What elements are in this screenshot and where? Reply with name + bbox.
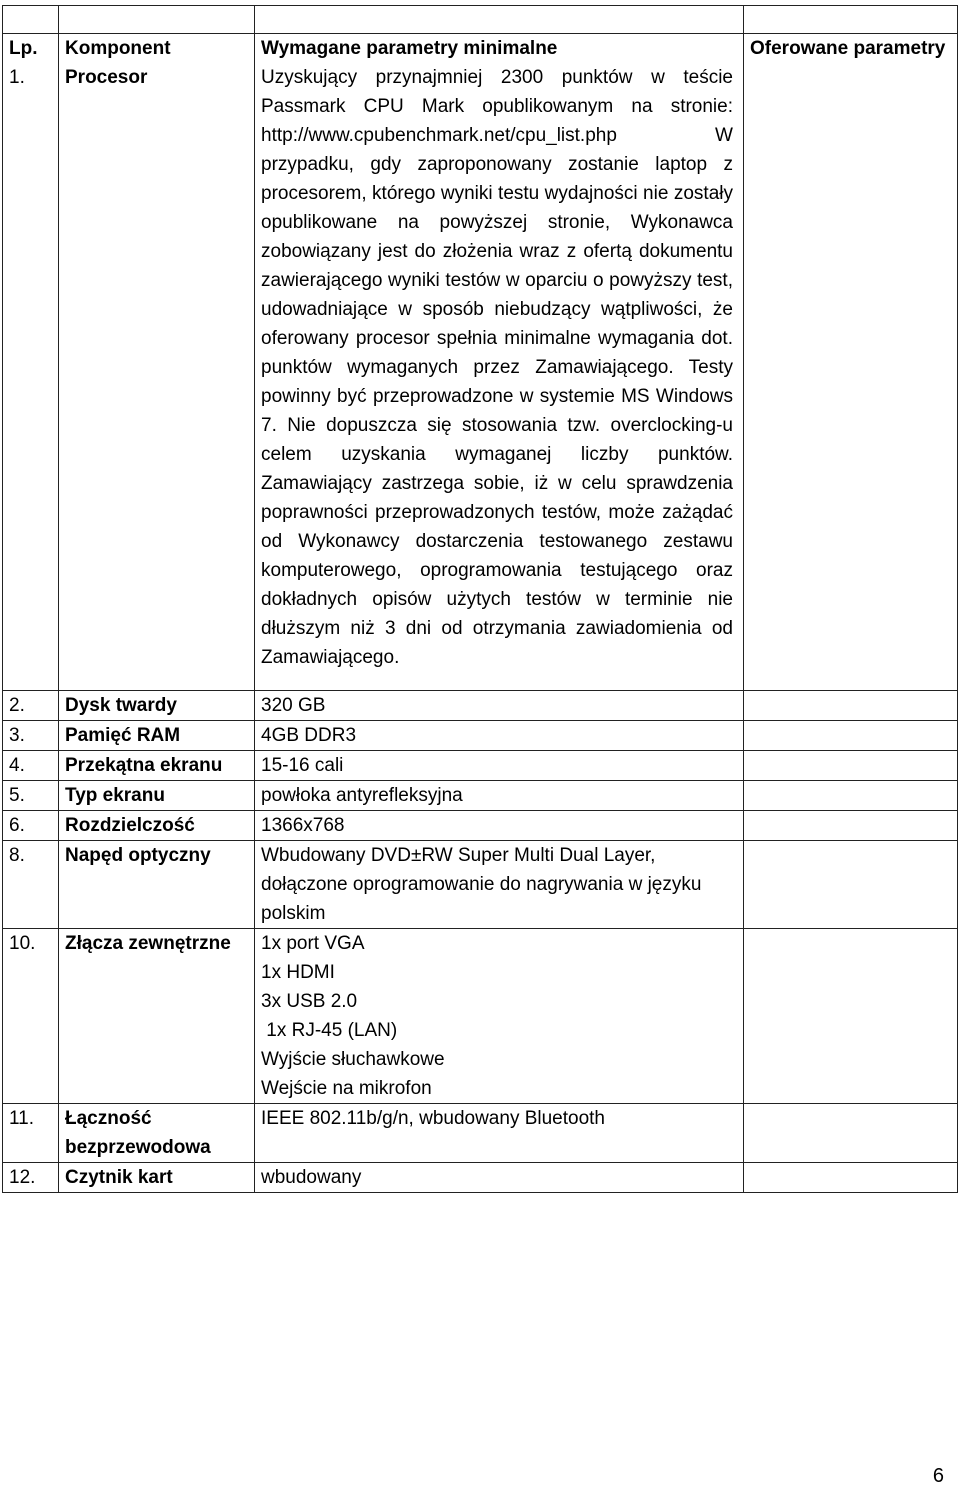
empty-cell: [744, 6, 958, 34]
list-item: 3x USB 2.0: [261, 991, 358, 1012]
header-lp: Lp.: [3, 34, 59, 64]
table-row: [3, 781, 958, 811]
row-value: 320 GB: [255, 691, 744, 721]
table-top-row: [3, 6, 958, 34]
row-lp: 10.: [3, 929, 59, 1104]
table-row: [3, 721, 958, 751]
empty-cell: [59, 6, 255, 34]
specification-table: [2, 5, 958, 1193]
row-lp: 6.: [3, 811, 59, 841]
row-name: Typ ekranu: [59, 781, 255, 811]
row-value: IEEE 802.11b/g/n, wbudowany Bluetooth: [255, 1104, 744, 1163]
row-offered: [744, 929, 958, 1104]
table-row: [3, 691, 958, 721]
row-value-list: [255, 929, 744, 1104]
row-lp: 4.: [3, 751, 59, 781]
table-row: [3, 841, 958, 929]
list-item: 1x HDMI: [261, 962, 335, 983]
header-component: Komponent: [59, 34, 255, 64]
row-value: 4GB DDR3: [255, 721, 744, 751]
table-row: [3, 929, 958, 1104]
list-item: Wyjście słuchawkowe: [261, 1049, 445, 1070]
empty-cell: [3, 6, 59, 34]
row-offered: [744, 1163, 958, 1193]
row-offered: [744, 841, 958, 929]
row-name: Przekątna ekranu: [59, 751, 255, 781]
row-name: Dysk twardy: [59, 691, 255, 721]
row-name: Czytnik kart: [59, 1163, 255, 1193]
row-value: Uzyskujący przynajmniej 2300 punktów w teście Passmark CPU Mark opublikowanym na stronie: http://www.cpubenchmark.net/cpu_list.php W przypadku, gdy zaproponowany zostanie laptop z procesorem, którego wyniki testu wydajności nie zostały opublikowane na powyższej stronie, Wykonawca zobowiązany jest do złożenia wraz z ofertą dokumentu zawierającego wyniki testów w oparciu o powyższy test, udowadniające w sposób niebudzący wątpliwości, że oferowany procesor spełnia minimalne wymagania dot. punktów wymaganych przez Zamawiającego. Testy powinny być przeprowadzone w systemie MS Windows 7. Nie dopuszcza się stosowania tzw. overclocking-u celem uzyskania wymaganej liczby punktów. Zamawiający zastrzega sobie, iż w celu sprawdzenia poprawności przeprowadzonych testów, może zażądać od Wykonawcy dostarczenia testowanego zestawu komputerowego, oprogramowania testującego oraz dokładnych opisów użytych testów w terminie nie dłuższym niż 3 dni od otrzymania zawiadomienia od Zamawiającego.: [255, 63, 744, 691]
row-lp: 12.: [3, 1163, 59, 1193]
table-row: [3, 751, 958, 781]
page-number: 6: [932, 1465, 944, 1487]
header-required: Wymagane parametry minimalne: [255, 34, 744, 64]
row-value: wbudowany: [255, 1163, 744, 1193]
row-value: powłoka antyrefleksyjna: [255, 781, 744, 811]
row-name: Złącza zewnętrzne: [59, 929, 255, 1104]
row-name: Procesor: [59, 63, 255, 691]
row-value: 1366x768: [255, 811, 744, 841]
row-offered: [744, 691, 958, 721]
row-offered: [744, 781, 958, 811]
table-row: [3, 1163, 958, 1193]
list-item: Wejście na mikrofon: [261, 1078, 432, 1099]
row-lp: 11.: [3, 1104, 59, 1163]
row-value: 15-16 cali: [255, 751, 744, 781]
row-offered: [744, 751, 958, 781]
list-item: 1x RJ-45 (LAN): [261, 1020, 398, 1041]
row-name: Łączność bezprzewodowa: [59, 1104, 255, 1163]
row-value: Wbudowany DVD±RW Super Multi Dual Layer, dołączone oprogramowanie do nagrywania w języku polskim: [255, 841, 744, 929]
row-lp: 5.: [3, 781, 59, 811]
empty-cell: [255, 6, 744, 34]
header-row: [3, 34, 958, 64]
row-offered: [744, 811, 958, 841]
row-lp: 3.: [3, 721, 59, 751]
row-name: Rozdzielczość: [59, 811, 255, 841]
row-name: Napęd optyczny: [59, 841, 255, 929]
row-offered: [744, 1104, 958, 1163]
row-offered: [744, 721, 958, 751]
row-lp: 8.: [3, 841, 59, 929]
table-row: [3, 1104, 958, 1163]
row-lp: 1.: [3, 63, 59, 691]
row-name: Pamięć RAM: [59, 721, 255, 751]
list-item: 1x port VGA: [261, 933, 365, 954]
row-lp: 2.: [3, 691, 59, 721]
table-row: [3, 811, 958, 841]
header-offered: Oferowane parametry: [744, 34, 958, 691]
